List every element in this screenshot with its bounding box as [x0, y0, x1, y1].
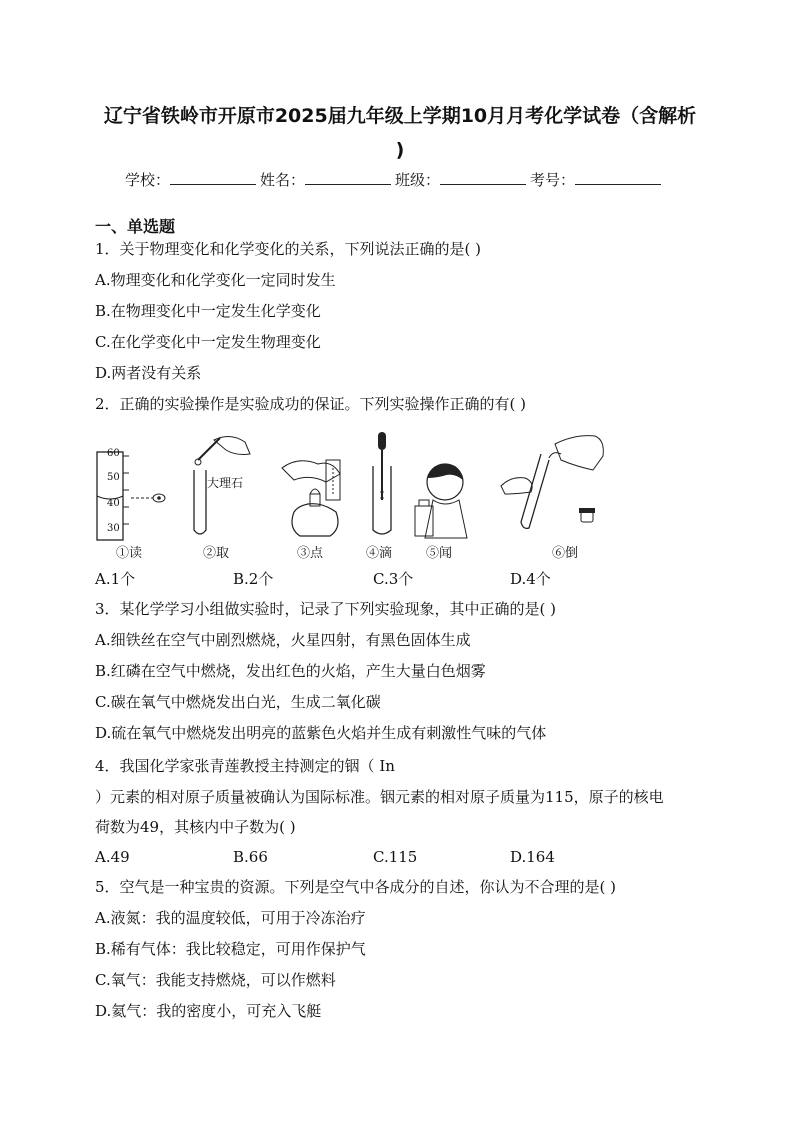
question-2-option-c[interactable]: C.3个 [373, 570, 414, 588]
caption-light: ③点 [297, 546, 324, 561]
smelling-boy-illustration [413, 458, 475, 542]
pouring-liquid-illustration [495, 430, 610, 542]
exam-number-blank[interactable] [575, 169, 661, 185]
question-5-stem: 5．空气是一种宝贵的资源。下列是空气中各成分的自述，你认为不合理的是( ) [95, 878, 617, 896]
question-5-option-b[interactable]: B.稀有气体：我比较稳定，可用作保护气 [95, 940, 366, 958]
exam-title-line2: ) [395, 139, 405, 161]
question-5-option-c[interactable]: C.氧气：我能支持燃烧，可以作燃料 [95, 971, 336, 989]
caption-take: ②取 [203, 546, 230, 561]
caption-smell: ⑤闻 [426, 546, 453, 561]
student-info-row [125, 169, 665, 190]
question-2-option-b[interactable]: B.2个 [233, 570, 274, 588]
question-3-option-a[interactable]: A.细铁丝在空气中剧烈燃烧，火星四射，有黑色固体生成 [95, 631, 471, 649]
school-label: 学校： [125, 171, 171, 189]
question-3-option-b[interactable]: B.红磷在空气中燃烧，发出红色的火焰，产生大量白色烟雾 [95, 662, 486, 680]
caption-pour: ⑥倒 [552, 546, 579, 561]
question-4-option-d[interactable]: D.164 [510, 848, 555, 866]
question-1-option-d[interactable]: D.两者没有关系 [95, 364, 202, 382]
marble-label: 大理石 [207, 476, 244, 490]
caption-read: ①读 [116, 546, 143, 561]
class-label: 班级： [395, 171, 441, 189]
question-1-option-a[interactable]: A.物理变化和化学变化一定同时发生 [95, 271, 336, 289]
name-blank[interactable] [305, 169, 391, 185]
exam-number-label: 考号： [530, 171, 576, 189]
question-1-option-c[interactable]: C.在化学变化中一定发生物理变化 [95, 333, 321, 351]
question-1-stem: 1．关于物理变化和化学变化的关系，下列说法正确的是( ) [95, 240, 482, 258]
class-blank[interactable] [440, 169, 526, 185]
section-title: 一、单选题 [95, 217, 176, 236]
alcohol-lamp-illustration [280, 438, 360, 542]
cylinder-tick-50: 50 [107, 472, 120, 483]
question-3-option-d[interactable]: D.硫在氧气中燃烧发出明亮的蓝紫色火焰并生成有刺激性气味的气体 [95, 724, 547, 742]
school-blank[interactable] [170, 169, 256, 185]
question-1-option-b[interactable]: B.在物理变化中一定发生化学变化 [95, 302, 321, 320]
question-2-stem: 2．正确的实验操作是实验成功的保证。下列实验操作正确的有( ) [95, 395, 527, 413]
dropper-illustration [363, 430, 403, 542]
caption-drip: ④滴 [366, 546, 393, 561]
exam-title-line1: 辽宁省铁岭市开原市2025届九年级上学期10月月考化学试卷（含解析 [103, 105, 697, 127]
cylinder-tick-30: 30 [107, 523, 120, 534]
question-4-stem-line2: ）元素的相对原子质量被确认为国际标准。铟元素的相对原子质量为115，原子的核电 [95, 788, 664, 806]
question-2-option-a[interactable]: A.1个 [95, 570, 136, 588]
question-5-option-a[interactable]: A.液氮：我的温度较低，可用于冷冻治疗 [95, 909, 366, 927]
cylinder-tick-40: 40 [107, 498, 120, 509]
question-4-option-c[interactable]: C.115 [373, 848, 418, 866]
cylinder-tick-60: 60 [107, 448, 120, 459]
question-4-option-b[interactable]: B.66 [233, 848, 268, 866]
question-2-option-d[interactable]: D.4个 [510, 570, 551, 588]
name-label: 姓名： [260, 171, 306, 189]
question-5-option-d[interactable]: D.氦气：我的密度小，可充入飞艇 [95, 1002, 322, 1020]
question-4-stem-line3: 荷数为49，其核内中子数为( ) [95, 818, 296, 836]
question-4-stem-line1: 4．我国化学家张青莲教授主持测定的铟（ In [95, 757, 395, 775]
question-4-option-a[interactable]: A.49 [95, 848, 130, 866]
lab-operations-figure [95, 430, 615, 562]
question-3-option-c[interactable]: C.碳在氧气中燃烧发出白光，生成二氧化碳 [95, 693, 381, 711]
question-3-stem: 3．某化学学习小组做实验时，记录了下列实验现象，其中正确的是( ) [95, 600, 557, 618]
